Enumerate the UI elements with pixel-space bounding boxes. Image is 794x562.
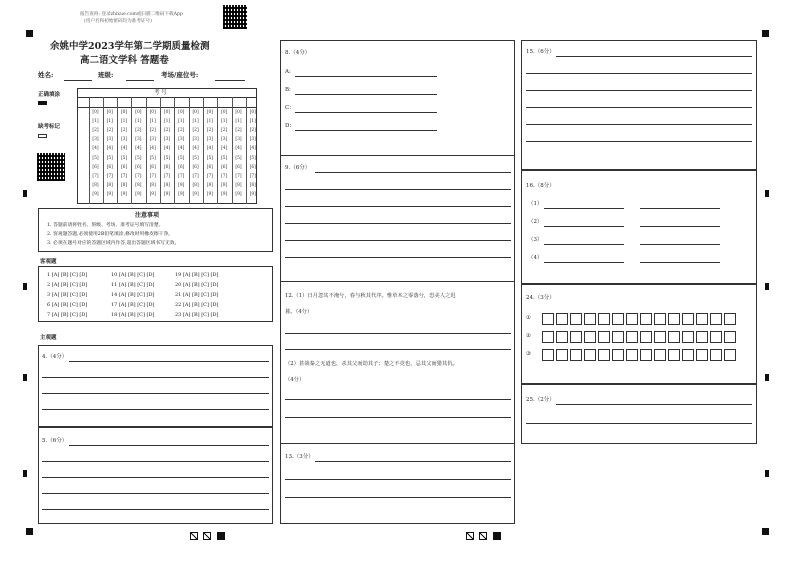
exam-digit-bubble[interactable]: [0] [206, 110, 213, 115]
q24-char-cell[interactable] [654, 331, 666, 343]
exam-digit-bubble[interactable]: [1] [235, 119, 242, 125]
exam-digit-bubble[interactable]: [1] [92, 119, 99, 125]
q24-row-2-label: ② [526, 333, 531, 339]
subject-title: 高二语文学科 答题卷 [80, 55, 169, 66]
q12-part2-score: （4分） [285, 377, 305, 383]
exam-digit-bubble[interactable]: [5] [221, 155, 228, 161]
exam-digit-bubble[interactable]: [9] [92, 191, 99, 197]
exam-digit-bubble[interactable]: [4] [178, 146, 185, 152]
objective-question-bubbles[interactable]: 3 [A] [B] [C] [D] [47, 292, 88, 298]
q24-char-cell[interactable] [612, 331, 624, 343]
exam-digit-bubble[interactable]: [3] [235, 137, 242, 143]
exam-digit-bubble[interactable]: [4] [163, 146, 171, 152]
q24-char-cell[interactable] [626, 313, 638, 325]
q24-char-cell[interactable] [570, 349, 582, 361]
objective-question-bubbles[interactable]: 18 [A] [B] [C] [D] [111, 312, 155, 318]
q24-char-cell[interactable] [570, 313, 582, 325]
exam-qr-code [37, 153, 65, 181]
q24-char-cell[interactable] [584, 349, 596, 361]
side-marker [765, 374, 769, 381]
exam-digit-bubble[interactable]: [6] [235, 164, 242, 170]
side-marker [765, 470, 769, 477]
q24-char-cell[interactable] [542, 331, 554, 343]
exam-digit-bubble[interactable]: [3] [92, 137, 99, 143]
q24-char-cell[interactable] [654, 313, 666, 325]
exam-digit-bubble[interactable]: [8] [178, 182, 185, 188]
exam-digit-bubble[interactable]: [2] [221, 128, 228, 134]
q4-label: 4.（4分） [42, 354, 68, 360]
exam-digit-bubble[interactable]: [3] [149, 137, 156, 143]
exam-digit-bubble[interactable]: [5] [249, 155, 256, 161]
exam-digit-bubble[interactable]: [8] [192, 182, 199, 188]
side-marker [765, 283, 769, 290]
exam-digit-bubble[interactable]: [5] [92, 155, 99, 161]
q24-char-cell[interactable] [626, 349, 638, 361]
objective-question-bubbles[interactable]: 7 [A] [B] [C] [D] [47, 312, 88, 318]
q25-label: 25.（2分） [526, 397, 555, 403]
q12-part1-score: 暮。（4分） [285, 309, 313, 315]
exam-digit-bubble[interactable]: [5] [149, 155, 156, 161]
exam-digit-bubble[interactable]: [1] [120, 119, 128, 125]
exam-digit-bubble[interactable]: [2] [120, 128, 128, 134]
page-mark [479, 532, 487, 540]
q24-char-cell[interactable] [710, 313, 722, 325]
exam-digit-bubble[interactable]: [5] [106, 155, 113, 161]
exam-digit-bubble[interactable]: [0] [249, 110, 256, 115]
objective-question-bubbles[interactable]: 23 [A] [B] [C] [D] [175, 312, 219, 318]
report-info-note: (用户名和初始密码均为准考证号) [84, 19, 152, 24]
exam-digit-bubble[interactable]: [2] [249, 128, 256, 134]
notice-item: 3. 必须在题号对应的答题区域内作答,超出答题区域书写无效。 [47, 241, 180, 246]
page-mark [190, 532, 198, 540]
q16-part3: （3） [528, 237, 543, 243]
q12-part2-prompt: （2）甚哉秦之无道也，杀其父而劫其子；楚之不竞也，忌其父而猎其仇。 [285, 361, 458, 367]
q5-label: 5.（6分） [42, 438, 68, 444]
q16-part2: （2） [528, 219, 543, 225]
q24-char-cell[interactable] [724, 349, 736, 361]
q24-char-cell[interactable] [584, 331, 596, 343]
q24-char-cell[interactable] [724, 313, 736, 325]
exam-digit-bubble[interactable]: [2] [135, 128, 142, 134]
exam-digit-bubble[interactable]: [4] [206, 146, 213, 152]
middle-answer-column [280, 40, 515, 524]
q24-char-cell[interactable] [710, 349, 722, 361]
q24-char-cell[interactable] [640, 331, 652, 343]
exam-digit-bubble[interactable]: [6] [192, 164, 199, 170]
q24-char-cell[interactable] [696, 331, 708, 343]
exam-digit-bubble[interactable]: [7] [163, 173, 171, 179]
exam-digit-bubble[interactable]: [2] [92, 128, 99, 134]
exam-digit-bubble[interactable]: [7] [149, 173, 156, 179]
q24-char-cell[interactable] [640, 313, 652, 325]
objective-answer-box[interactable] [38, 266, 273, 322]
exam-digit-bubble[interactable]: [9] [221, 191, 228, 197]
exam-digit-bubble[interactable]: [9] [149, 191, 156, 197]
exam-digit-bubble[interactable]: [6] [120, 164, 128, 170]
exam-digit-bubble[interactable]: [8] [221, 182, 228, 188]
exam-digit-bubble[interactable]: [3] [135, 137, 142, 143]
q24-char-cell[interactable] [668, 313, 680, 325]
q4-answer-box[interactable] [38, 345, 273, 427]
exam-digit-bubble[interactable]: [7] [135, 173, 142, 179]
notice-item: 2. 客观题答题,必须使用2B铅笔填涂,修改时用橡皮擦干净。 [47, 232, 174, 237]
objective-question-bubbles[interactable]: 21 [A] [B] [C] [D] [175, 292, 219, 298]
q8-option-c: C: [285, 105, 292, 111]
objective-question-bubbles[interactable]: 2 [A] [B] [C] [D] [47, 282, 88, 288]
q24-char-cell[interactable] [682, 313, 694, 325]
exam-digit-bubble[interactable]: [4] [192, 146, 199, 152]
exam-digit-bubble[interactable]: [8] [120, 182, 128, 188]
exam-digit-bubble[interactable]: [4] [235, 146, 242, 152]
exam-digit-bubble[interactable]: [6] [221, 164, 228, 170]
objective-question-bubbles[interactable]: 19 [A] [B] [C] [D] [175, 272, 219, 278]
exam-digit-bubble[interactable]: [8] [249, 182, 256, 188]
exam-digit-bubble[interactable]: [0] [92, 110, 99, 115]
exam-digit-bubble[interactable]: [9] [135, 191, 142, 197]
q24-char-cell[interactable] [556, 349, 568, 361]
page-mark [466, 532, 474, 540]
q24-char-cell[interactable] [542, 313, 554, 325]
q13-label: 13.（3分） [285, 454, 314, 460]
q24-char-cell[interactable] [556, 313, 568, 325]
q24-char-cell[interactable] [542, 349, 554, 361]
exam-digit-bubble[interactable]: [6] [135, 164, 142, 170]
exam-digit-bubble[interactable]: [7] [235, 173, 242, 179]
objective-question-bubbles[interactable]: 6 [A] [B] [C] [D] [47, 302, 88, 308]
q24-char-cell[interactable] [640, 349, 652, 361]
q24-char-cell[interactable] [696, 313, 708, 325]
name-label: 姓名: [38, 71, 54, 79]
exam-digit-bubble[interactable]: [8] [149, 182, 156, 188]
exam-digit-bubble[interactable]: [3] [120, 137, 128, 143]
exam-digit-bubble[interactable]: [7] [178, 173, 185, 179]
exam-digit-bubble[interactable]: [2] [163, 128, 171, 134]
exam-digit-bubble[interactable]: [4] [92, 146, 99, 152]
exam-digit-bubble[interactable]: [3] [106, 137, 113, 143]
exam-digit-bubble[interactable]: [0] [178, 110, 185, 115]
page-mark [217, 532, 225, 540]
exam-digit-bubble[interactable]: [9] [106, 191, 113, 197]
objective-question-bubbles[interactable]: 1 [A] [B] [C] [D] [47, 272, 88, 278]
exam-digit-bubble[interactable]: [5] [235, 155, 242, 161]
absent-mark-box[interactable] [38, 134, 47, 138]
exam-number-header: 考 号 [154, 90, 167, 96]
exam-digit-bubble[interactable]: [6] [106, 164, 113, 170]
report-info: 报告查询: 登录zhixue.com或扫描二维码下载App [80, 12, 183, 17]
exam-number-grid [77, 88, 257, 204]
objective-question-bubbles[interactable]: 20 [A] [B] [C] [D] [175, 282, 219, 288]
notice-box [38, 208, 273, 252]
objective-question-bubbles[interactable]: 17 [A] [B] [C] [D] [111, 302, 155, 308]
notice-item: 1. 答题前请将姓名、班级、考场、准考证号填写清楚。 [47, 223, 164, 228]
exam-digit-bubble[interactable]: [2] [106, 128, 113, 134]
side-marker [23, 283, 27, 290]
exam-digit-bubble[interactable]: [3] [178, 137, 185, 143]
q24-char-cell[interactable] [598, 349, 610, 361]
exam-digit-bubble[interactable]: [3] [192, 137, 199, 143]
class-label: 班级: [98, 71, 114, 79]
exam-digit-bubble[interactable]: [5] [178, 155, 185, 161]
exam-digit-bubble[interactable]: [2] [178, 128, 185, 134]
exam-digit-bubble[interactable]: [6] [206, 164, 213, 170]
page-mark [493, 532, 501, 540]
school-title: 余姚中学2023学年第二学期质量检测 [50, 41, 210, 52]
exam-digit-bubble[interactable]: [9] [192, 191, 199, 197]
q24-char-cell[interactable] [612, 349, 624, 361]
corner-marker [762, 30, 769, 37]
q24-char-cell[interactable] [570, 331, 582, 343]
corner-marker [26, 30, 33, 37]
exam-digit-bubble[interactable]: [4] [106, 146, 113, 152]
q15-label: 15.（6分） [526, 49, 555, 55]
exam-digit-bubble[interactable]: [2] [149, 128, 156, 134]
exam-digit-bubble[interactable]: [1] [163, 119, 171, 125]
exam-digit-bubble[interactable]: [1] [178, 119, 185, 125]
exam-digit-bubble[interactable]: [7] [120, 173, 128, 179]
exam-digit-bubble[interactable]: [0] [163, 110, 171, 115]
exam-digit-bubble[interactable]: [0] [120, 110, 128, 115]
exam-digit-bubble[interactable]: [8] [163, 182, 171, 188]
q24-char-cell[interactable] [654, 349, 666, 361]
objective-question-bubbles[interactable]: 11 [A] [B] [C] [D] [111, 282, 155, 288]
room-field[interactable] [215, 80, 245, 81]
notice-title: 注意事项 [135, 212, 160, 219]
exam-digit-bubble[interactable]: [5] [135, 155, 142, 161]
exam-digit-bubble[interactable]: [1] [249, 119, 256, 125]
room-label: 考场/座位号: [161, 71, 199, 79]
q16-part4: （4） [528, 255, 543, 261]
exam-digit-bubble[interactable]: [1] [221, 119, 228, 125]
exam-digit-bubble[interactable]: [1] [135, 119, 142, 125]
exam-digit-bubble[interactable]: [1] [192, 119, 199, 125]
exam-digit-bubble[interactable]: [4] [135, 146, 142, 152]
q15-answer-box[interactable] [521, 40, 757, 170]
exam-digit-bubble[interactable]: [2] [192, 128, 199, 134]
app-qr-code [223, 5, 247, 29]
exam-digit-bubble[interactable]: [4] [120, 146, 128, 152]
exam-digit-bubble[interactable]: [1] [206, 119, 213, 125]
exam-digit-bubble[interactable]: [6] [92, 164, 99, 170]
page-mark [203, 532, 211, 540]
exam-digit-bubble[interactable]: [5] [120, 155, 128, 161]
exam-digit-bubble[interactable]: [8] [106, 182, 113, 188]
q24-char-cell[interactable] [668, 349, 680, 361]
objective-question-bubbles[interactable]: 10 [A] [B] [C] [D] [111, 272, 155, 278]
exam-digit-bubble[interactable]: [0] [235, 110, 242, 115]
exam-digit-bubble[interactable]: [6] [149, 164, 156, 170]
exam-digit-bubble[interactable]: [7] [92, 173, 99, 179]
exam-digit-bubble[interactable]: [7] [221, 173, 228, 179]
absent-mark-label: 缺考标记 [38, 124, 61, 130]
exam-digit-bubble[interactable]: [9] [120, 191, 128, 197]
exam-digit-bubble[interactable]: [3] [249, 137, 256, 143]
exam-digit-bubble[interactable]: [8] [235, 182, 242, 188]
q16-part1: （1） [528, 201, 543, 207]
q24-char-cell[interactable] [612, 313, 624, 325]
q16-label: 16.（8分） [526, 183, 555, 189]
q24-char-cell[interactable] [598, 331, 610, 343]
q24-char-cell[interactable] [682, 349, 694, 361]
exam-digit-bubble[interactable]: [8] [92, 182, 99, 188]
class-field[interactable] [126, 80, 154, 81]
exam-digit-bubble[interactable]: [0] [135, 110, 142, 115]
subjective-title: 主观题 [40, 335, 57, 341]
exam-digit-bubble[interactable]: [7] [106, 173, 113, 179]
exam-digit-bubble[interactable]: [8] [206, 182, 213, 188]
side-marker [23, 374, 27, 381]
q16-answer-box[interactable] [521, 170, 757, 284]
exam-digit-bubble[interactable]: [0] [192, 110, 199, 115]
q24-char-cell[interactable] [682, 331, 694, 343]
q24-char-cell[interactable] [598, 313, 610, 325]
exam-digit-bubble[interactable]: [7] [192, 173, 199, 179]
q24-answer-box[interactable] [521, 284, 757, 384]
corner-marker [26, 528, 33, 535]
q24-row-3-label: ③ [526, 351, 531, 357]
q24-char-cell[interactable] [696, 349, 708, 361]
exam-digit-bubble[interactable]: [5] [206, 155, 213, 161]
side-marker [765, 190, 769, 197]
exam-digit-bubble[interactable]: [9] [163, 191, 171, 197]
exam-digit-bubble[interactable]: [3] [163, 137, 171, 143]
q24-char-cell[interactable] [710, 331, 722, 343]
exam-digit-bubble[interactable]: [3] [221, 137, 228, 143]
exam-digit-bubble[interactable]: [0] [149, 110, 156, 115]
q24-char-cell[interactable] [626, 331, 638, 343]
q8-option-d: D: [285, 123, 292, 129]
exam-digit-bubble[interactable]: [1] [149, 119, 156, 125]
exam-digit-bubble[interactable]: [6] [178, 164, 185, 170]
exam-digit-bubble[interactable]: [4] [249, 146, 256, 152]
q8-option-a: A: [285, 69, 291, 75]
exam-digit-bubble[interactable]: [0] [106, 110, 113, 115]
objective-question-bubbles[interactable]: 22 [A] [B] [C] [D] [175, 302, 219, 308]
q24-char-cell[interactable] [556, 331, 568, 343]
exam-digit-bubble[interactable]: [1] [106, 119, 113, 125]
exam-digit-bubble[interactable]: [9] [235, 191, 242, 197]
correct-fill-label: 正确填涂 [38, 92, 61, 98]
q24-char-cell[interactable] [668, 331, 680, 343]
q12-part1-prompt: 12.（1）日月忽其不淹兮，春与秋其代序。惟草木之零落兮，恐美人之迟 [285, 293, 456, 299]
corner-marker [762, 528, 769, 535]
q8-label: 8.（4分） [285, 50, 311, 56]
exam-digit-bubble[interactable]: [7] [249, 173, 256, 179]
objective-question-bubbles[interactable]: 14 [A] [B] [C] [D] [111, 292, 155, 298]
q9-label: 9.（6分） [285, 165, 311, 171]
q24-row-1-label: ① [526, 315, 531, 321]
q24-char-cell[interactable] [724, 331, 736, 343]
exam-digit-bubble[interactable]: [9] [178, 191, 185, 197]
exam-digit-bubble[interactable]: [6] [163, 164, 171, 170]
correct-fill-example [38, 101, 47, 105]
exam-digit-bubble[interactable]: [3] [206, 137, 213, 143]
exam-digit-bubble[interactable]: [6] [249, 164, 256, 170]
exam-digit-bubble[interactable]: [5] [192, 155, 199, 161]
q24-label: 24.（3分） [526, 295, 555, 301]
exam-digit-bubble[interactable]: [9] [249, 191, 256, 197]
q24-char-cell[interactable] [584, 313, 596, 325]
q25-answer-box[interactable] [521, 384, 757, 444]
exam-digit-bubble[interactable]: [9] [206, 191, 213, 197]
side-marker [23, 190, 27, 197]
exam-digit-bubble[interactable]: [8] [135, 182, 142, 188]
exam-digit-bubble[interactable]: [0] [221, 110, 228, 115]
exam-digit-bubble[interactable]: [7] [206, 173, 213, 179]
objective-title: 客观题 [40, 259, 57, 265]
exam-digit-bubble[interactable]: [2] [235, 128, 242, 134]
exam-digit-bubble[interactable]: [4] [221, 146, 228, 152]
name-field[interactable] [64, 80, 92, 81]
side-marker [23, 470, 27, 477]
exam-digit-bubble[interactable]: [2] [206, 128, 213, 134]
q8-option-b: B: [285, 87, 291, 93]
exam-digit-bubble[interactable]: [4] [149, 146, 156, 152]
q5-answer-box[interactable] [38, 427, 273, 524]
exam-digit-bubble[interactable]: [5] [163, 155, 171, 161]
